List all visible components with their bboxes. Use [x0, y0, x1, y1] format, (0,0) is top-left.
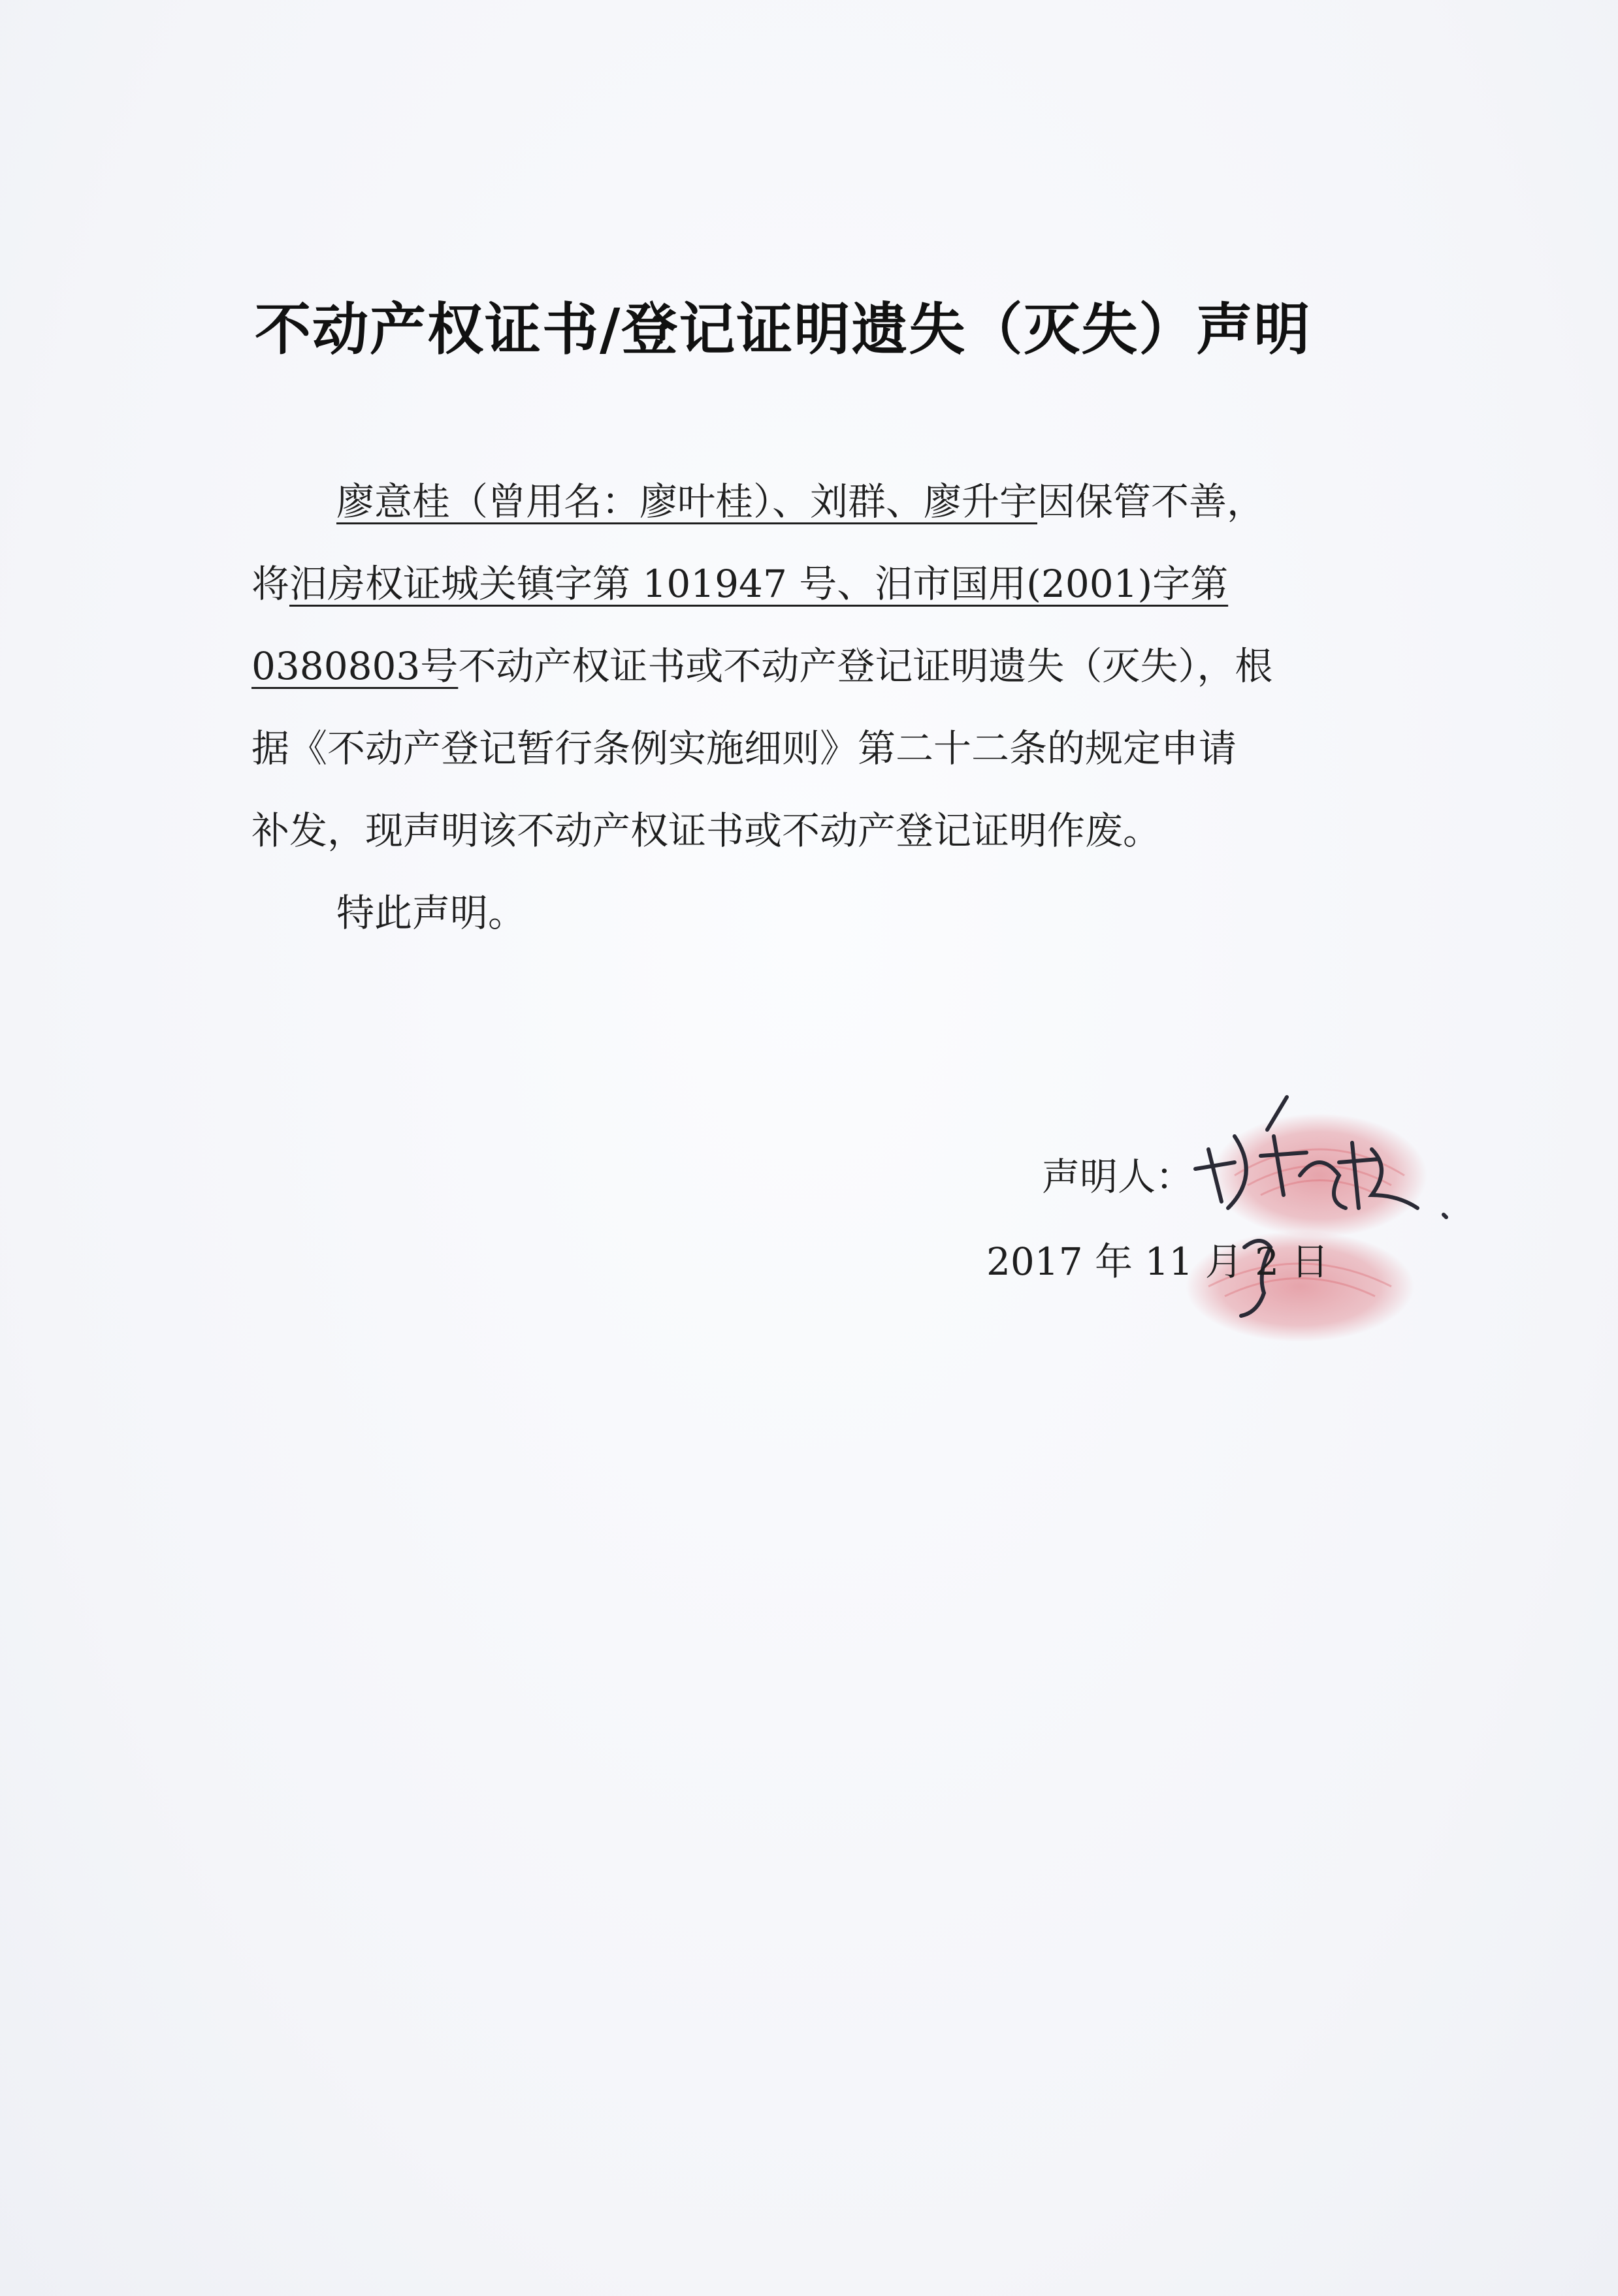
paragraph-line-1-rest: 因保管不善，	[1037, 479, 1265, 524]
paragraph-line-3	[251, 625, 1375, 707]
paragraph-line-5: 补发，现声明该不动产权证书或不动产登记证明作废。	[251, 808, 1161, 853]
certificate-numbers: 汨房权证城关镇字第 101947 号、汨市国用(2001)字第	[289, 562, 1229, 606]
paragraph-line-2-start: 将	[251, 562, 290, 606]
fingerprint-and-signature	[1137, 1091, 1502, 1352]
owner-names: 廖意桂（曾用名：廖叶桂）、刘群、廖升宇	[336, 479, 1038, 524]
paragraph-line-1	[251, 460, 1375, 543]
document-title: 不动产权证书/登记证明遗失（灭失）声明	[255, 296, 1312, 362]
closing-statement: 特此声明。	[336, 891, 526, 935]
declaration-paragraph	[251, 460, 1375, 954]
certificate-number-tail: 0380803号	[251, 644, 459, 688]
paragraph-line-4: 据《不动产登记暂行条例实施细则》第二十二条的规定申请	[251, 726, 1237, 771]
declarant-label: 声明人：	[1042, 1155, 1194, 1199]
paragraph-line-3-rest: 不动产权证书或不动产登记证明遗失（灭失），根	[458, 644, 1273, 688]
paragraph-line-2	[251, 543, 1375, 625]
declaration-date: 2017 年 11 月 2 日	[986, 1239, 1329, 1284]
